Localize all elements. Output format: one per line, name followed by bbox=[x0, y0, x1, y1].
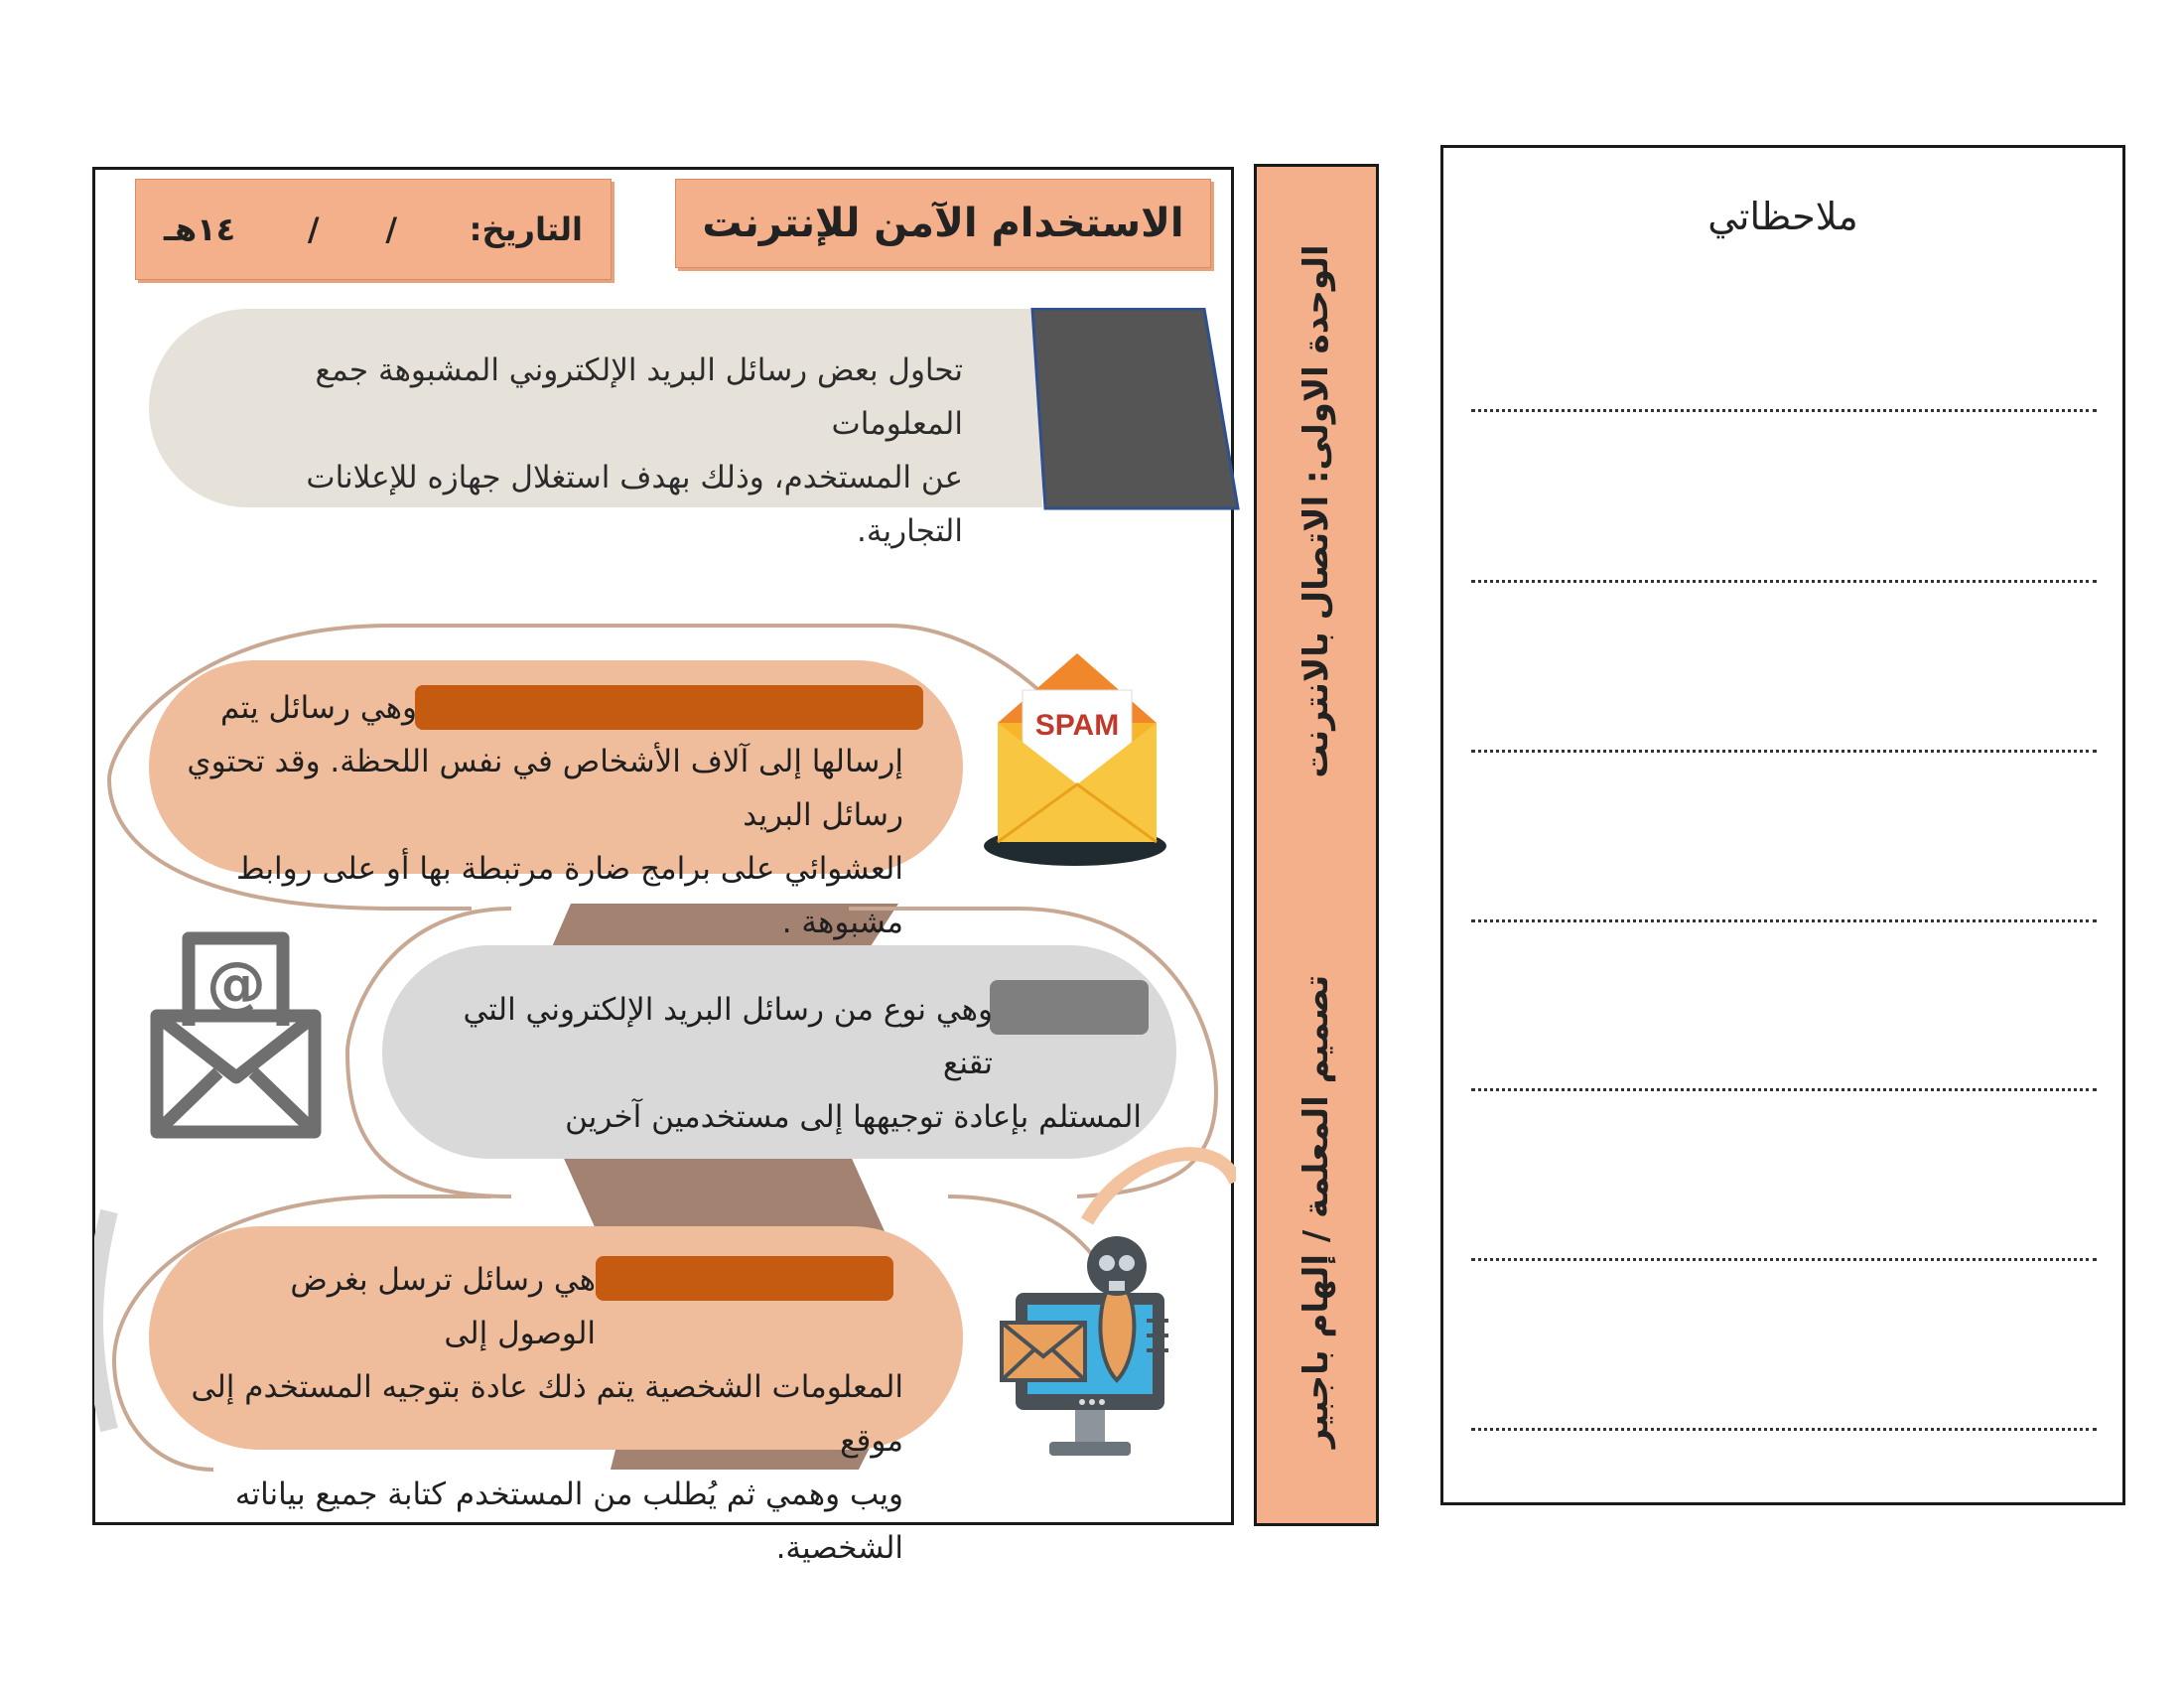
spam-label: SPAM bbox=[1034, 709, 1120, 742]
svg-text:@: @ bbox=[206, 949, 266, 1019]
unit-title: الوحدة الاولى: الاتصال بالانترنت bbox=[1297, 244, 1336, 778]
email-at-icon bbox=[149, 928, 323, 1142]
note-line[interactable] bbox=[1471, 1258, 2097, 1261]
intro-line-2: عن المستخدم، وذلك بهدف استغلال جهازه للإعلانات التجارية. bbox=[306, 460, 963, 549]
card-3-line-2: المعلومات الشخصية يتم ذلك عادة بتوجيه المستخدم إلى موقع bbox=[191, 1369, 903, 1459]
card-1-line-2: إرسالها إلى آلاف الأشخاص في نفس اللحظة. وقد تحتوي رسائل البريد bbox=[187, 744, 903, 833]
loop-accent bbox=[1087, 1154, 1236, 1221]
card-3-line-1: هي رسائل ترسل بغرض الوصول إلى bbox=[290, 1262, 596, 1351]
date-year: ١٤هـ bbox=[164, 211, 236, 248]
card-2-text bbox=[437, 983, 1142, 1144]
title-text: الاستخدام الآمن للإنترنت bbox=[702, 201, 1184, 246]
date-box bbox=[135, 179, 612, 280]
date-slashes: / / bbox=[307, 211, 398, 248]
left-arc-accent bbox=[94, 1211, 109, 1430]
note-line[interactable] bbox=[1471, 1428, 2097, 1431]
phishing-computer-icon bbox=[998, 1231, 1186, 1470]
note-line[interactable] bbox=[1471, 919, 2097, 922]
card-3-text bbox=[189, 1253, 903, 1575]
intro-dark-parallelogram bbox=[1003, 308, 1241, 511]
notes-panel bbox=[1440, 145, 2125, 1505]
intro-text bbox=[228, 344, 963, 558]
date-label: التاريخ: bbox=[469, 211, 583, 248]
card-2-line-2: المستلم بإعادة توجيهها إلى مستخدمين آخرين bbox=[565, 1099, 1142, 1135]
card-1-line-1: وهي رسائل يتم bbox=[220, 690, 417, 726]
notes-title: ملاحظاتي bbox=[1707, 195, 1858, 238]
note-line[interactable] bbox=[1471, 580, 2097, 583]
note-line[interactable] bbox=[1471, 750, 2097, 753]
designer-credit: تصميم المعلمة / إلهام باجبير bbox=[1297, 974, 1336, 1449]
spam-envelope-icon bbox=[978, 645, 1176, 874]
intro-line-1: تحاول بعض رسائل البريد الإلكتروني المشبوهة جمع المعلومات bbox=[315, 352, 963, 442]
note-line[interactable] bbox=[1471, 1088, 2097, 1091]
card-3-line-3: ويب وهمي ثم يُطلب من المستخدم كتابة جميع بياناته الشخصية. bbox=[234, 1477, 903, 1566]
card-2-line-1: وهي نوع من رسائل البريد الإلكتروني التي تقنع bbox=[463, 992, 993, 1081]
worksheet-title bbox=[675, 179, 1211, 268]
note-line[interactable] bbox=[1471, 409, 2097, 412]
card-1-line-3: العشوائي على برامج ضارة مرتبطة بها أو على روابط مشبوهة . bbox=[235, 851, 903, 940]
card-1-text bbox=[169, 681, 903, 949]
